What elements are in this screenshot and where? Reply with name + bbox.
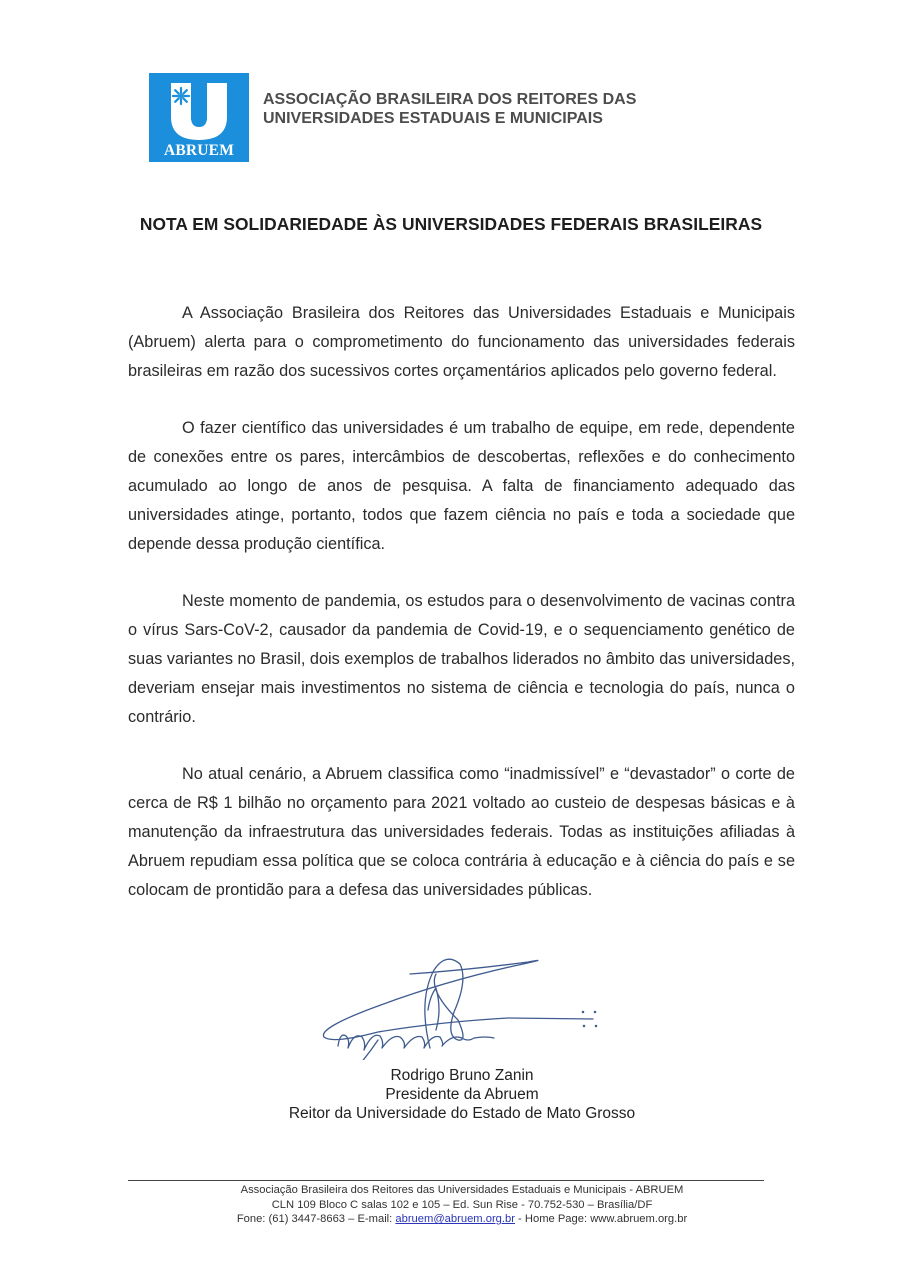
- signer-affiliation: Reitor da Universidade do Estado de Mato Grosso: [288, 1105, 636, 1122]
- footer-divider: [128, 1180, 764, 1181]
- email-link[interactable]: abruem@abruem.org.br: [395, 1213, 515, 1226]
- paragraph: O fazer científico das universidades é um trabalho de equipe, em rede, dependente de conexões entre os pares, intercâmbios de descobertas, reflexões e do conhecimento acumulado ao longo de anos de pesquisa. A falta de financiamento adequado das universidades atinge, portanto, todos que fazem ciência no país e toda a sociedade que depende dessa produção científica.: [128, 419, 795, 553]
- org-name-line2: UNIVERSIDADES ESTADUAIS E MUNICIPAIS: [263, 110, 603, 127]
- footer: [0, 1183, 902, 1227]
- footer-org: Associação Brasileira dos Reitores das Universidades Estaduais e Municipais - ABRUEM: [240, 1184, 684, 1196]
- org-name-line1: ASSOCIAÇÃO BRASILEIRA DOS REITORES DAS: [263, 91, 637, 108]
- paragraph: Neste momento de pandemia, os estudos para o desenvolvimento de vacinas contra o vírus Sars-CoV-2, causador da pandemia de Covid-19, e o sequenciamento genético de suas variantes no Brasil, dois exemplos de trabalhos liderados no âmbito das universidades, deveriam ensejar mais investimentos no sistema de ciência e tecnologia do país, nunca o contrário.: [128, 592, 795, 726]
- organization-name: [263, 90, 636, 128]
- signature: [318, 940, 618, 1065]
- footer-address: CLN 109 Bloco C salas 102 e 105 – Ed. Sun Rise - 70.752-530 – Brasília/DF: [271, 1198, 653, 1211]
- paragraph: A Associação Brasileira dos Reitores das Universidades Estaduais e Municipais (Abruem) alerta para o comprometimento do funcionamento das universidades federais brasileiras em razão dos sucessivos cortes orçamentários aplicados pelo governo federal.: [128, 304, 795, 380]
- signer-name: Rodrigo Bruno Zanin: [390, 1067, 534, 1084]
- footer-homepage: - Home Page: www.abruem.org.br: [514, 1213, 688, 1226]
- flower-icon: [173, 88, 189, 104]
- document-body: [128, 299, 795, 933]
- signer-block: [0, 1066, 902, 1123]
- footer-phone: Fone: (61) 3447-8663 – E-mail:: [236, 1213, 396, 1226]
- signer-role: Presidente da Abruem: [385, 1086, 539, 1103]
- paragraph: No atual cenário, a Abruem classifica como “inadmissível” e “devastador” o corte de cerca de R$ 1 bilhão no orçamento para 2021 voltado ao custeio de despesas básicas e à manutenção da infraestrutura das universidades federais. Todas as instituições afiliadas à Abruem repudiam essa política que se coloca contrária à educação e à ciência do país e se colocam de prontidão para a defesa das universidades públicas.: [128, 765, 795, 899]
- document-title: NOTA EM SOLIDARIEDADE ÀS UNIVERSIDADES FEDERAIS BRASILEIRAS: [139, 214, 763, 234]
- logo-text: ABRUEM: [163, 142, 235, 159]
- footer-contact: [0, 1212, 902, 1227]
- abruem-logo: [149, 73, 249, 162]
